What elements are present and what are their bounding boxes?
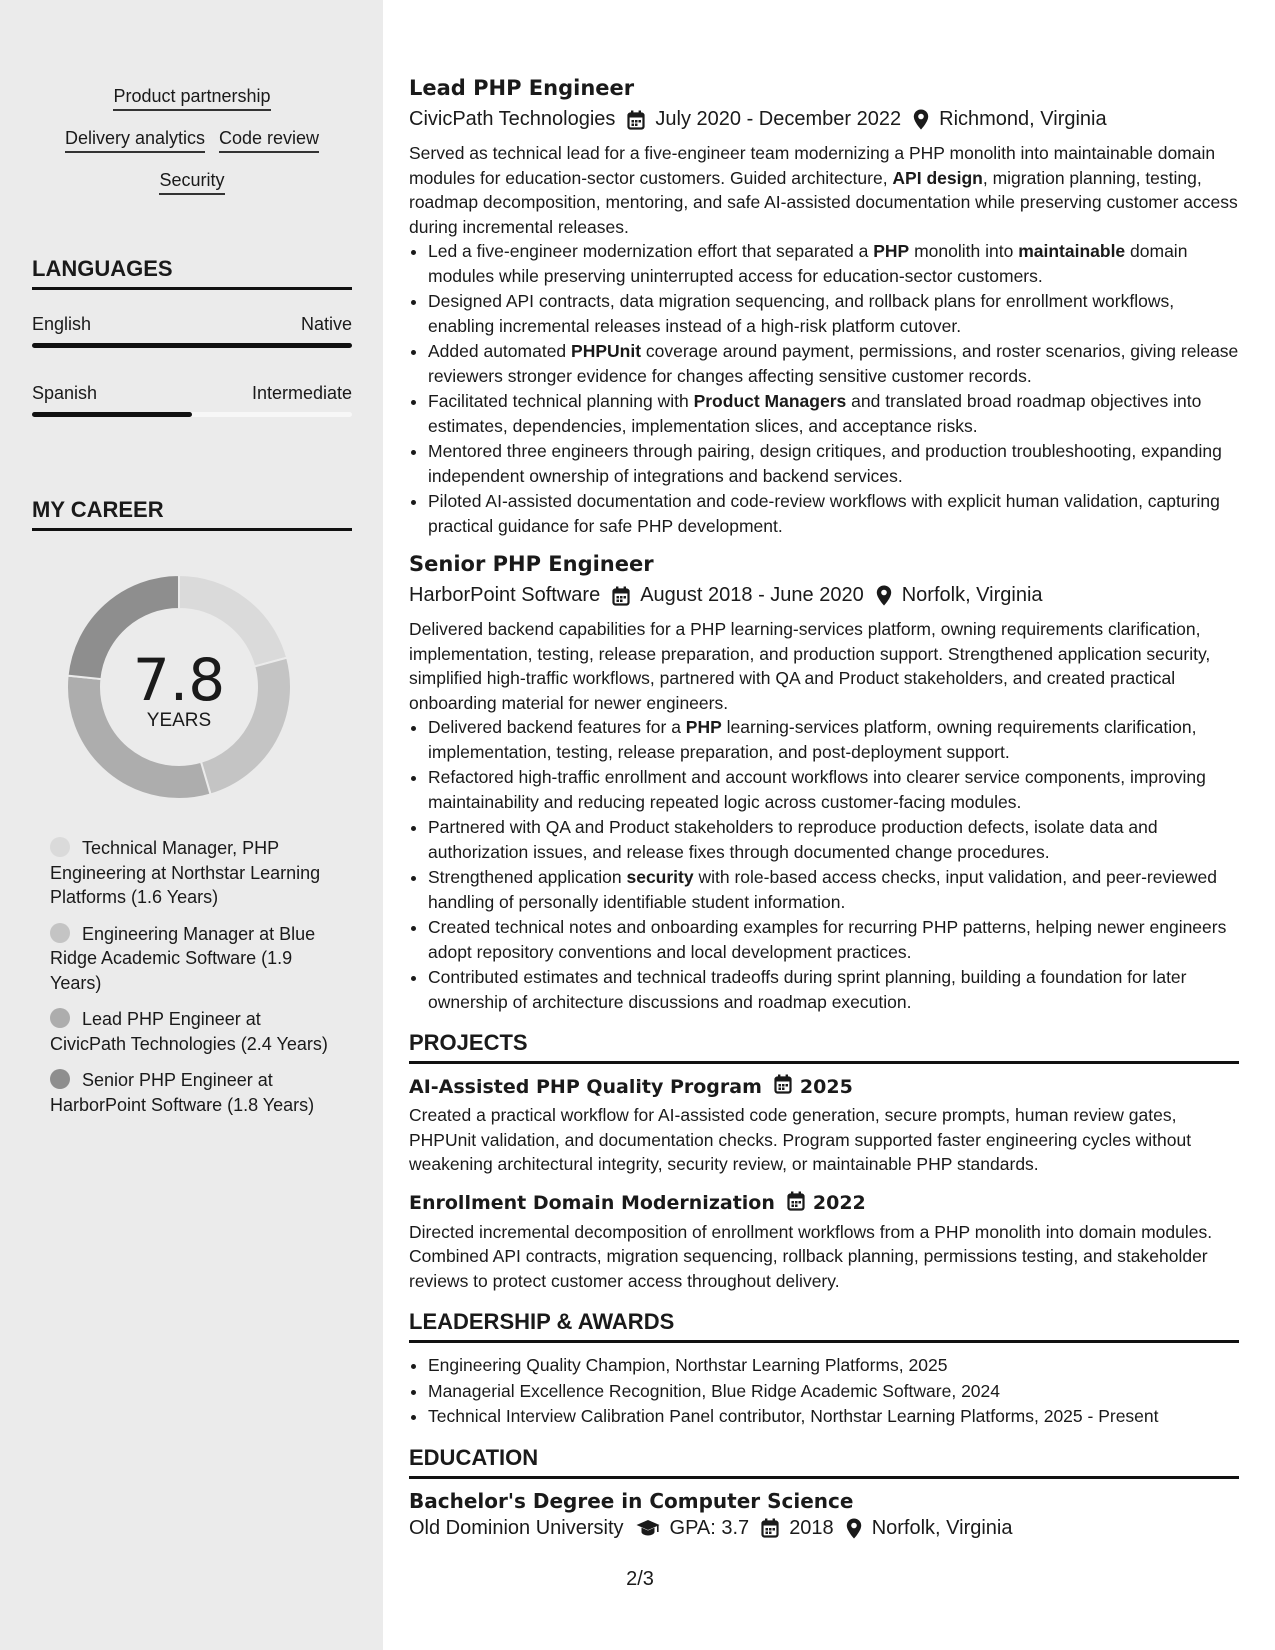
language-bar-fill [32, 343, 352, 348]
education-meta [409, 1517, 1239, 1540]
job-bullet: • Designed API contracts, data migration sequencing, and rollback plans for enrollment workflows, enabling incremental releases instead of a high-risk platform cutover. [428, 289, 1239, 338]
language-name: English [32, 314, 92, 334]
job-bullets [409, 715, 1239, 1014]
job-dates: August 2018 - June 2020 [640, 584, 864, 606]
career-legend-item [50, 836, 335, 910]
education-heading: EDUCATION [409, 1445, 1239, 1479]
career-years-label: YEARS [146, 710, 212, 731]
job-meta [409, 584, 1239, 607]
project-title-row [409, 1191, 1239, 1216]
career-legend [50, 836, 335, 1129]
award-item: • Managerial Excellence Recognition, Blue Ridge Academic Software, 2024 [428, 1379, 1239, 1404]
career-legend-item [50, 1068, 335, 1117]
career-legend-label: Senior PHP Engineer at HarborPoint Software (1.8 Years) [50, 1070, 315, 1115]
job-bullet: • Strengthened application security with role-based access checks, input validation, and peer-reviewed handling of personally identifiable student information. [428, 865, 1239, 914]
calendar-icon [774, 1074, 792, 1099]
legend-dot-icon [50, 1069, 70, 1089]
job-meta [409, 108, 1239, 131]
project-description: Directed incremental decomposition of enrollment workflows from a PHP monolith into domain modules. Combined API contracts, migration sequencing, rollback planning, permissions testing, and stakeholder reviews to protect customer access throughout delivery. [409, 1221, 1213, 1291]
career-total-years: 7.8 [132, 646, 226, 714]
location-pin-icon [913, 109, 929, 130]
calendar-icon [612, 586, 630, 606]
job-dates: July 2020 - December 2022 [655, 108, 902, 130]
legend-dot-icon [50, 1008, 70, 1028]
project-title: Enrollment Domain Modernization [409, 1192, 775, 1214]
graduation-cap-icon [636, 1519, 660, 1537]
job-bullet: • Contributed estimates and technical tradeoffs during sprint planning, building a foundation for later ownership of architecture discussions and roadmap execution. [428, 965, 1239, 1014]
language-english [32, 314, 352, 348]
career-legend-label: Technical Manager, PHP Engineering at Northstar Learning Platforms (1.6 Years) [50, 838, 321, 907]
language-level: Intermediate [251, 383, 352, 403]
location-pin-icon [876, 585, 892, 606]
language-bar-fill [32, 412, 192, 417]
project-title-row [409, 1074, 1239, 1099]
education-degree: Bachelor's Degree in Computer Science [409, 1488, 854, 1513]
career-legend-item [50, 922, 335, 996]
job-bullet: • Added automated PHPUnit coverage around payment, permissions, and roster scenarios, giving release reviewers stronger evidence for changes affecting sensitive customer records. [428, 339, 1239, 388]
skills-list [32, 86, 352, 212]
job-company: CivicPath Technologies [409, 108, 616, 130]
language-level: Native [300, 314, 352, 334]
job-summary: Delivered backend capabilities for a PHP learning-services platform, owning requirements clarification, implementation, testing, release preparation, and production support. Strengthened application security, simplified high-traffic workflows, partnered with QA and Product stakeholders, and created practical onboarding material for newer engineers. [409, 619, 1211, 713]
calendar-icon [761, 1518, 779, 1538]
job-location: Richmond, Virginia [939, 108, 1107, 130]
award-item: • Engineering Quality Champion, Northstar Learning Platforms, 2025 [428, 1353, 1239, 1378]
job-title: Senior PHP Engineer [409, 552, 654, 576]
project-year: 2025 [799, 1075, 853, 1098]
skill-tag: Delivery analytics [65, 128, 205, 153]
education-year: 2018 [789, 1516, 834, 1539]
legend-dot-icon [50, 923, 70, 943]
job-entry [409, 76, 1239, 538]
job-company: HarborPoint Software [409, 584, 601, 606]
job-bullet: • Partnered with QA and Product stakeholders to reproduce production defects, isolate data and authorization issues, and release fixes through documented change procedures. [428, 815, 1239, 864]
location-pin-icon [846, 1518, 862, 1539]
award-item: • Technical Interview Calibration Panel contributor, Northstar Learning Platforms, 2025 - Present [428, 1404, 1239, 1429]
job-bullet: • Refactored high-traffic enrollment and account workflows into clearer service components, improving maintainability and reducing repeated logic across customer-facing modules. [428, 765, 1239, 814]
job-bullets [409, 239, 1239, 538]
education-location: Norfolk, Virginia [871, 1516, 1013, 1539]
career-donut [64, 572, 294, 802]
calendar-icon [787, 1191, 805, 1216]
project-entry [409, 1074, 1239, 1177]
sidebar [0, 0, 383, 1650]
language-bar [32, 343, 352, 348]
skill-tag: Code review [219, 128, 319, 153]
project-year: 2022 [812, 1192, 866, 1214]
page-number: 2/3 [626, 1568, 654, 1590]
career-legend-item [50, 1007, 335, 1056]
career-heading: MY CAREER [32, 497, 352, 531]
language-bar [32, 412, 352, 417]
legend-dot-icon [50, 837, 70, 857]
education-school: Old Dominion University [409, 1516, 624, 1539]
education-gpa: GPA: 3.7 [669, 1516, 750, 1539]
project-description: Created a practical workflow for AI-assisted code generation, secure prompts, human review gates, PHPUnit validation, and documentation checks. Program supported faster engineering cycles without weakening architectural integrity, security review, or maintainable PHP standards. [409, 1105, 1192, 1174]
job-title: Lead PHP Engineer [409, 76, 635, 100]
skill-tag: Security [159, 170, 224, 195]
main-content [409, 76, 1239, 1550]
calendar-icon [627, 110, 645, 130]
language-spanish [32, 383, 352, 417]
project-entry [409, 1191, 1239, 1294]
languages-heading: LANGUAGES [32, 256, 352, 290]
job-bullet: • Led a five-engineer modernization effort that separated a PHP monolith into maintainable domain modules while preserving uninterrupted access for education-sector customers. [428, 239, 1239, 288]
job-entry [409, 552, 1239, 1014]
job-bullet: • Facilitated technical planning with Product Managers and translated broad roadmap objectives into estimates, dependencies, implementation slices, and acceptance risks. [428, 389, 1239, 438]
awards-list [409, 1353, 1239, 1429]
career-legend-label: Lead PHP Engineer at CivicPath Technologies (2.4 Years) [50, 1009, 328, 1054]
language-name: Spanish [32, 383, 98, 403]
job-summary: Served as technical lead for a five-engineer team modernizing a PHP monolith into maintainable domain modules for education-sector customers. Guided architecture, API design, migration planning, testing, roadmap decomposition, mentoring, and safe AI-assisted documentation while preserving customer access during incremental releases. [409, 143, 1238, 237]
project-title: AI-Assisted PHP Quality Program [409, 1075, 762, 1098]
job-bullet: • Created technical notes and onboarding examples for recurring PHP patterns, helping newer engineers adopt repository conventions and local development practices. [428, 915, 1239, 964]
awards-heading: LEADERSHIP & AWARDS [409, 1309, 1239, 1343]
projects-heading: PROJECTS [409, 1030, 1239, 1064]
career-legend-label: Engineering Manager at Blue Ridge Academic Software (1.9 Years) [50, 923, 316, 993]
skill-tag: Product partnership [113, 86, 270, 111]
job-bullet: • Piloted AI-assisted documentation and code-review workflows with explicit human validation, capturing practical guidance for safe PHP development. [428, 489, 1239, 538]
job-bullet: • Delivered backend features for a PHP learning-services platform, owning requirements clarification, implementation, testing, release preparation, and post-deployment support. [428, 715, 1239, 764]
job-location: Norfolk, Virginia [901, 584, 1043, 606]
job-bullet: • Mentored three engineers through pairing, design critiques, and production troubleshooting, expanding independent ownership of integrations and backend services. [428, 439, 1239, 488]
